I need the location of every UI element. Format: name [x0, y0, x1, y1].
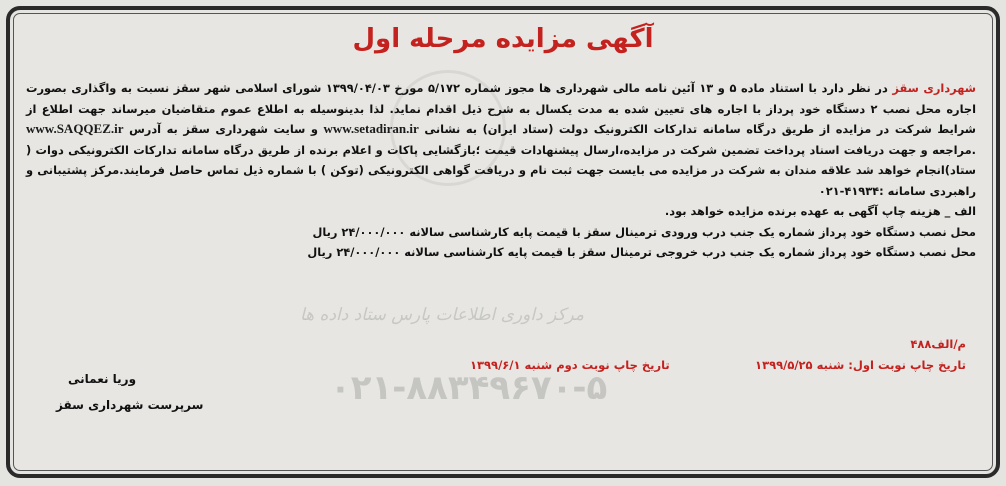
first-print-date: تاریخ چاپ نوبت اول: شنبه ۱۳۹۹/۵/۲۵ [755, 358, 966, 372]
paragraph-1 [26, 78, 976, 201]
signer-title: سرپرست شهرداری سقز [56, 398, 204, 412]
paragraph-1b-text: و سایت شهرداری سقز به آدرس [129, 122, 318, 136]
notice-body [26, 78, 976, 263]
auction-item-1: محل نصب دستگاه خود پرداز شماره یک جنب درب ورودی ترمینال سقز با قیمت پایه کارشناسی سالانه ۲۴/۰۰۰/۰۰۰ ریال [312, 224, 976, 239]
notice-title: آگهی مزایده مرحله اول [352, 24, 654, 54]
paragraph-1-text: در نظر دارد با استناد ماده ۵ و ۱۳ آئین نامه مالی شهرداری ها مجوز شماره ۵/۱۷۲ مورخ ۱۳۹۹/۰۴/۰۳ شورای اسلامی شهر سقز نسبت به واگذاری بصورت اجاره محل نصب ۲ دستگاه خود پرداز با اجاره های تعیین شده به مدت یکسال به شرح ذیل اقدام نماید. لذا بدینوسیله به اطلاع عموم متقاضیان میرساند جهت اطلاع از شرایط شرکت در مزایده از طریق درگاه سامانه تدارکات الکترونیک دولت (ستاد ایران) به نشانی [26, 81, 977, 136]
watermark-phone: ۰۲۱-۸۸۳۴۹۶۷۰-۵ [330, 368, 608, 408]
org-name: شهرداری سقز [892, 81, 976, 95]
auction-item-2: محل نصب دستگاه خود پرداز شماره یک جنب درب خروجی ترمینال سقز با قیمت پایه کارشناسی سالانه ۲۴/۰۰۰/۰۰۰ ریال [307, 245, 976, 259]
reference-code: م/الف۴۸۸ [910, 337, 966, 351]
paragraph-3: الف _ هزینه چاپ آگهی به عهده برنده مزایده خواهد بود. [664, 204, 976, 218]
paragraph-2-text: .مراجعه و جهت دریافت اسناد پرداخت تضمین شرکت در مزایده،ارسال پیشنهادات قیمت ؛بازگشایی پاکات و اعلام برنده از طریق درگاه سامانه تدارکات الکترونیکی دوات ( ستاد)انجام خواهد شد علاقه مندان به شرکت در مزایده می بایست جهت ثبت نام و دریافت گواهی الکترونیکی (توکن ) با شماره ذیل تماس حاصل فرمایند.مرکز پشتیبانی و راهبردی سامانه :۴۱۹۳۴-۰۲۱ [26, 142, 976, 198]
signer-name: وریا نعمانی [68, 372, 137, 386]
saqqez-site-link[interactable]: www.SAQQEZ.ir [26, 121, 124, 136]
second-print-date: تاریخ چاپ نوبت دوم شنبه ۱۳۹۹/۶/۱ [470, 358, 670, 372]
setad-site-link[interactable]: www.setadiran.ir [323, 121, 419, 136]
watermark-text: مرکز داوری اطلاعات پارس ستاد داده ها [300, 305, 585, 325]
